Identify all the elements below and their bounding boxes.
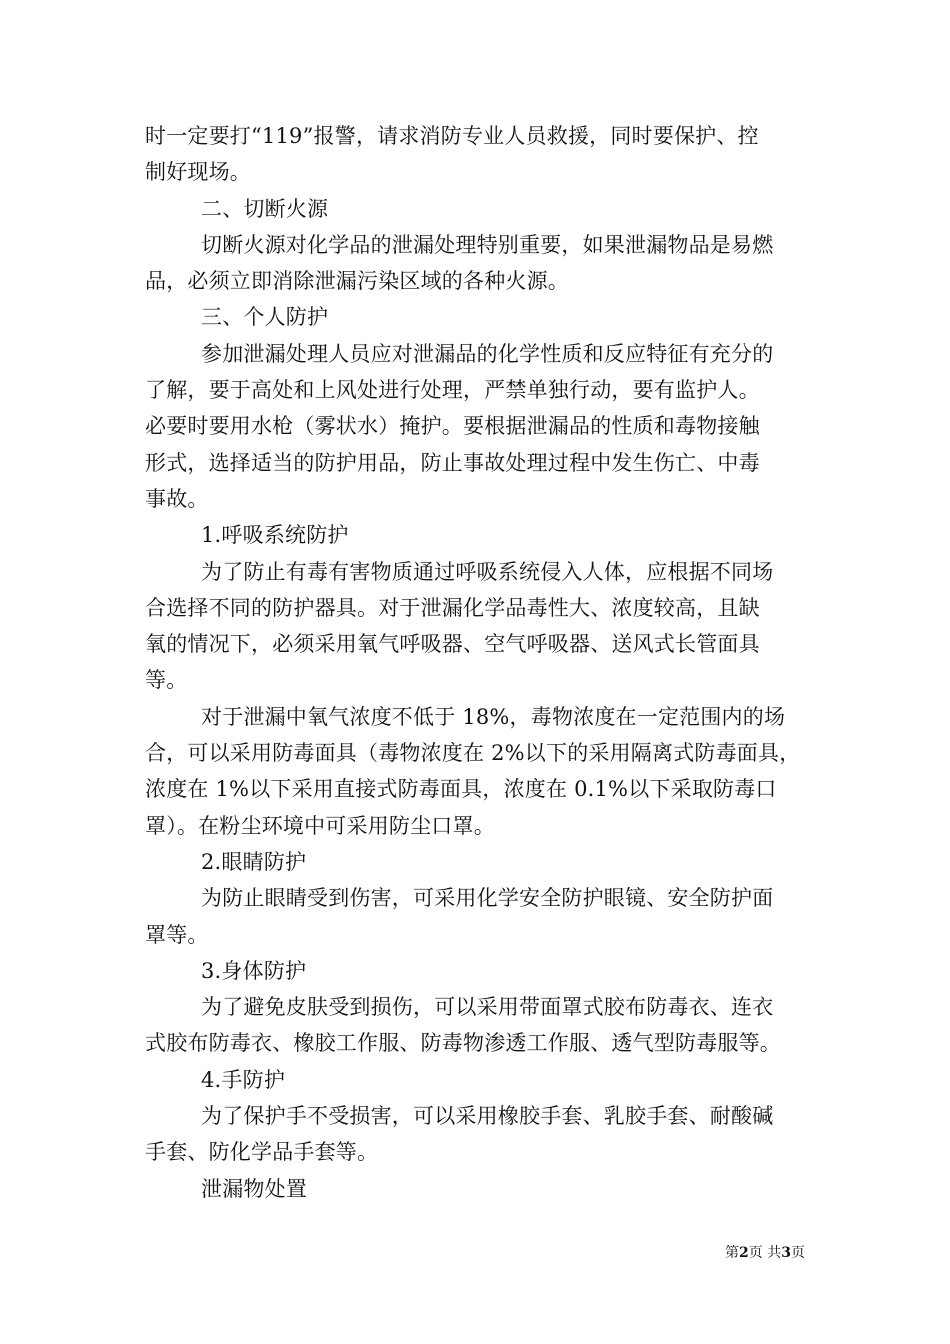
text-line: 氧的情况下，必须采用氧气呼吸器、空气呼吸器、送风式长管面具 (145, 632, 760, 657)
text-line: 1.呼吸系统防护 (201, 523, 349, 548)
footer-prefix: 第 (725, 1245, 740, 1261)
text-line: 事故。 (145, 486, 209, 511)
text-line: 品，必须立即消除泄漏污染区域的各种火源。 (145, 269, 569, 294)
text-line: 为防止眼睛受到伤害，可采用化学安全防护眼镜、安全防护面 (201, 886, 774, 911)
footer-suffix: 页 (791, 1245, 805, 1261)
text-line: 制好现场。 (145, 160, 251, 185)
text-line: 浓度在 1%以下采用直接式防毒面具，浓度在 0.1%以下采取防毒口 (145, 777, 777, 802)
text-line: 3.身体防护 (201, 958, 307, 983)
text-line: 等。 (145, 668, 188, 693)
text-line: 泄漏物处置 (201, 1176, 307, 1201)
text-line: 为了保护手不受损害，可以采用橡胶手套、乳胶手套、耐酸碱 (201, 1104, 774, 1129)
text-line: 时一定要打“119”报警，请求消防专业人员救援，同时要保护、控 (145, 124, 759, 148)
text-line: 形式，选择适当的防护用品，防止事故处理过程中发生伤亡、中毒 (145, 450, 760, 475)
text-line: 为了防止有毒有害物质通过呼吸系统侵入人体，应根据不同场 (201, 559, 774, 584)
current-page-number: 2 (739, 1245, 749, 1261)
text-line: 必要时要用水枪（雾状水）掩护。要根据泄漏品的性质和毒物接触 (145, 414, 760, 439)
text-line: 合，可以采用防毒面具（毒物浓度在 2%以下的采用隔离式防毒面具， (145, 741, 801, 766)
text-line: 合选择不同的防护器具。对于泄漏化学品毒性大、浓度较高，且缺 (145, 595, 760, 620)
text-line: 了解，要于高处和上风处进行处理，严禁单独行动，要有监护人。 (145, 378, 760, 403)
page-footer (725, 1243, 805, 1263)
text-line: 参加泄漏处理人员应对泄漏品的化学性质和反应特征有充分的 (201, 341, 774, 366)
text-line: 手套、防化学品手套等。 (145, 1140, 379, 1165)
body-text (145, 118, 810, 1207)
text-line: 4.手防护 (201, 1067, 286, 1092)
text-line: 二、切断火源 (201, 196, 329, 221)
text-line: 三、个人防护 (201, 305, 329, 330)
text-line: 为了避免皮肤受到损伤，可以采用带面罩式胶布防毒衣、连衣 (201, 995, 774, 1020)
text-line: 2.眼睛防护 (201, 849, 307, 874)
text-line: 切断火源对化学品的泄漏处理特别重要，如果泄漏物品是易燃 (201, 232, 774, 257)
text-line: 式胶布防毒衣、橡胶工作服、防毒物渗透工作服、透气型防毒服等。 (145, 1031, 781, 1056)
footer-middle: 页 共 (748, 1245, 782, 1261)
text-line: 罩）。在粉尘环境中可采用防尘口罩。 (145, 813, 495, 838)
text-line: 罩等。 (145, 922, 209, 947)
text-line: 对于泄漏中氧气浓度不低于 18%，毒物浓度在一定范围内的场 (201, 704, 786, 729)
total-page-number: 3 (781, 1245, 791, 1261)
